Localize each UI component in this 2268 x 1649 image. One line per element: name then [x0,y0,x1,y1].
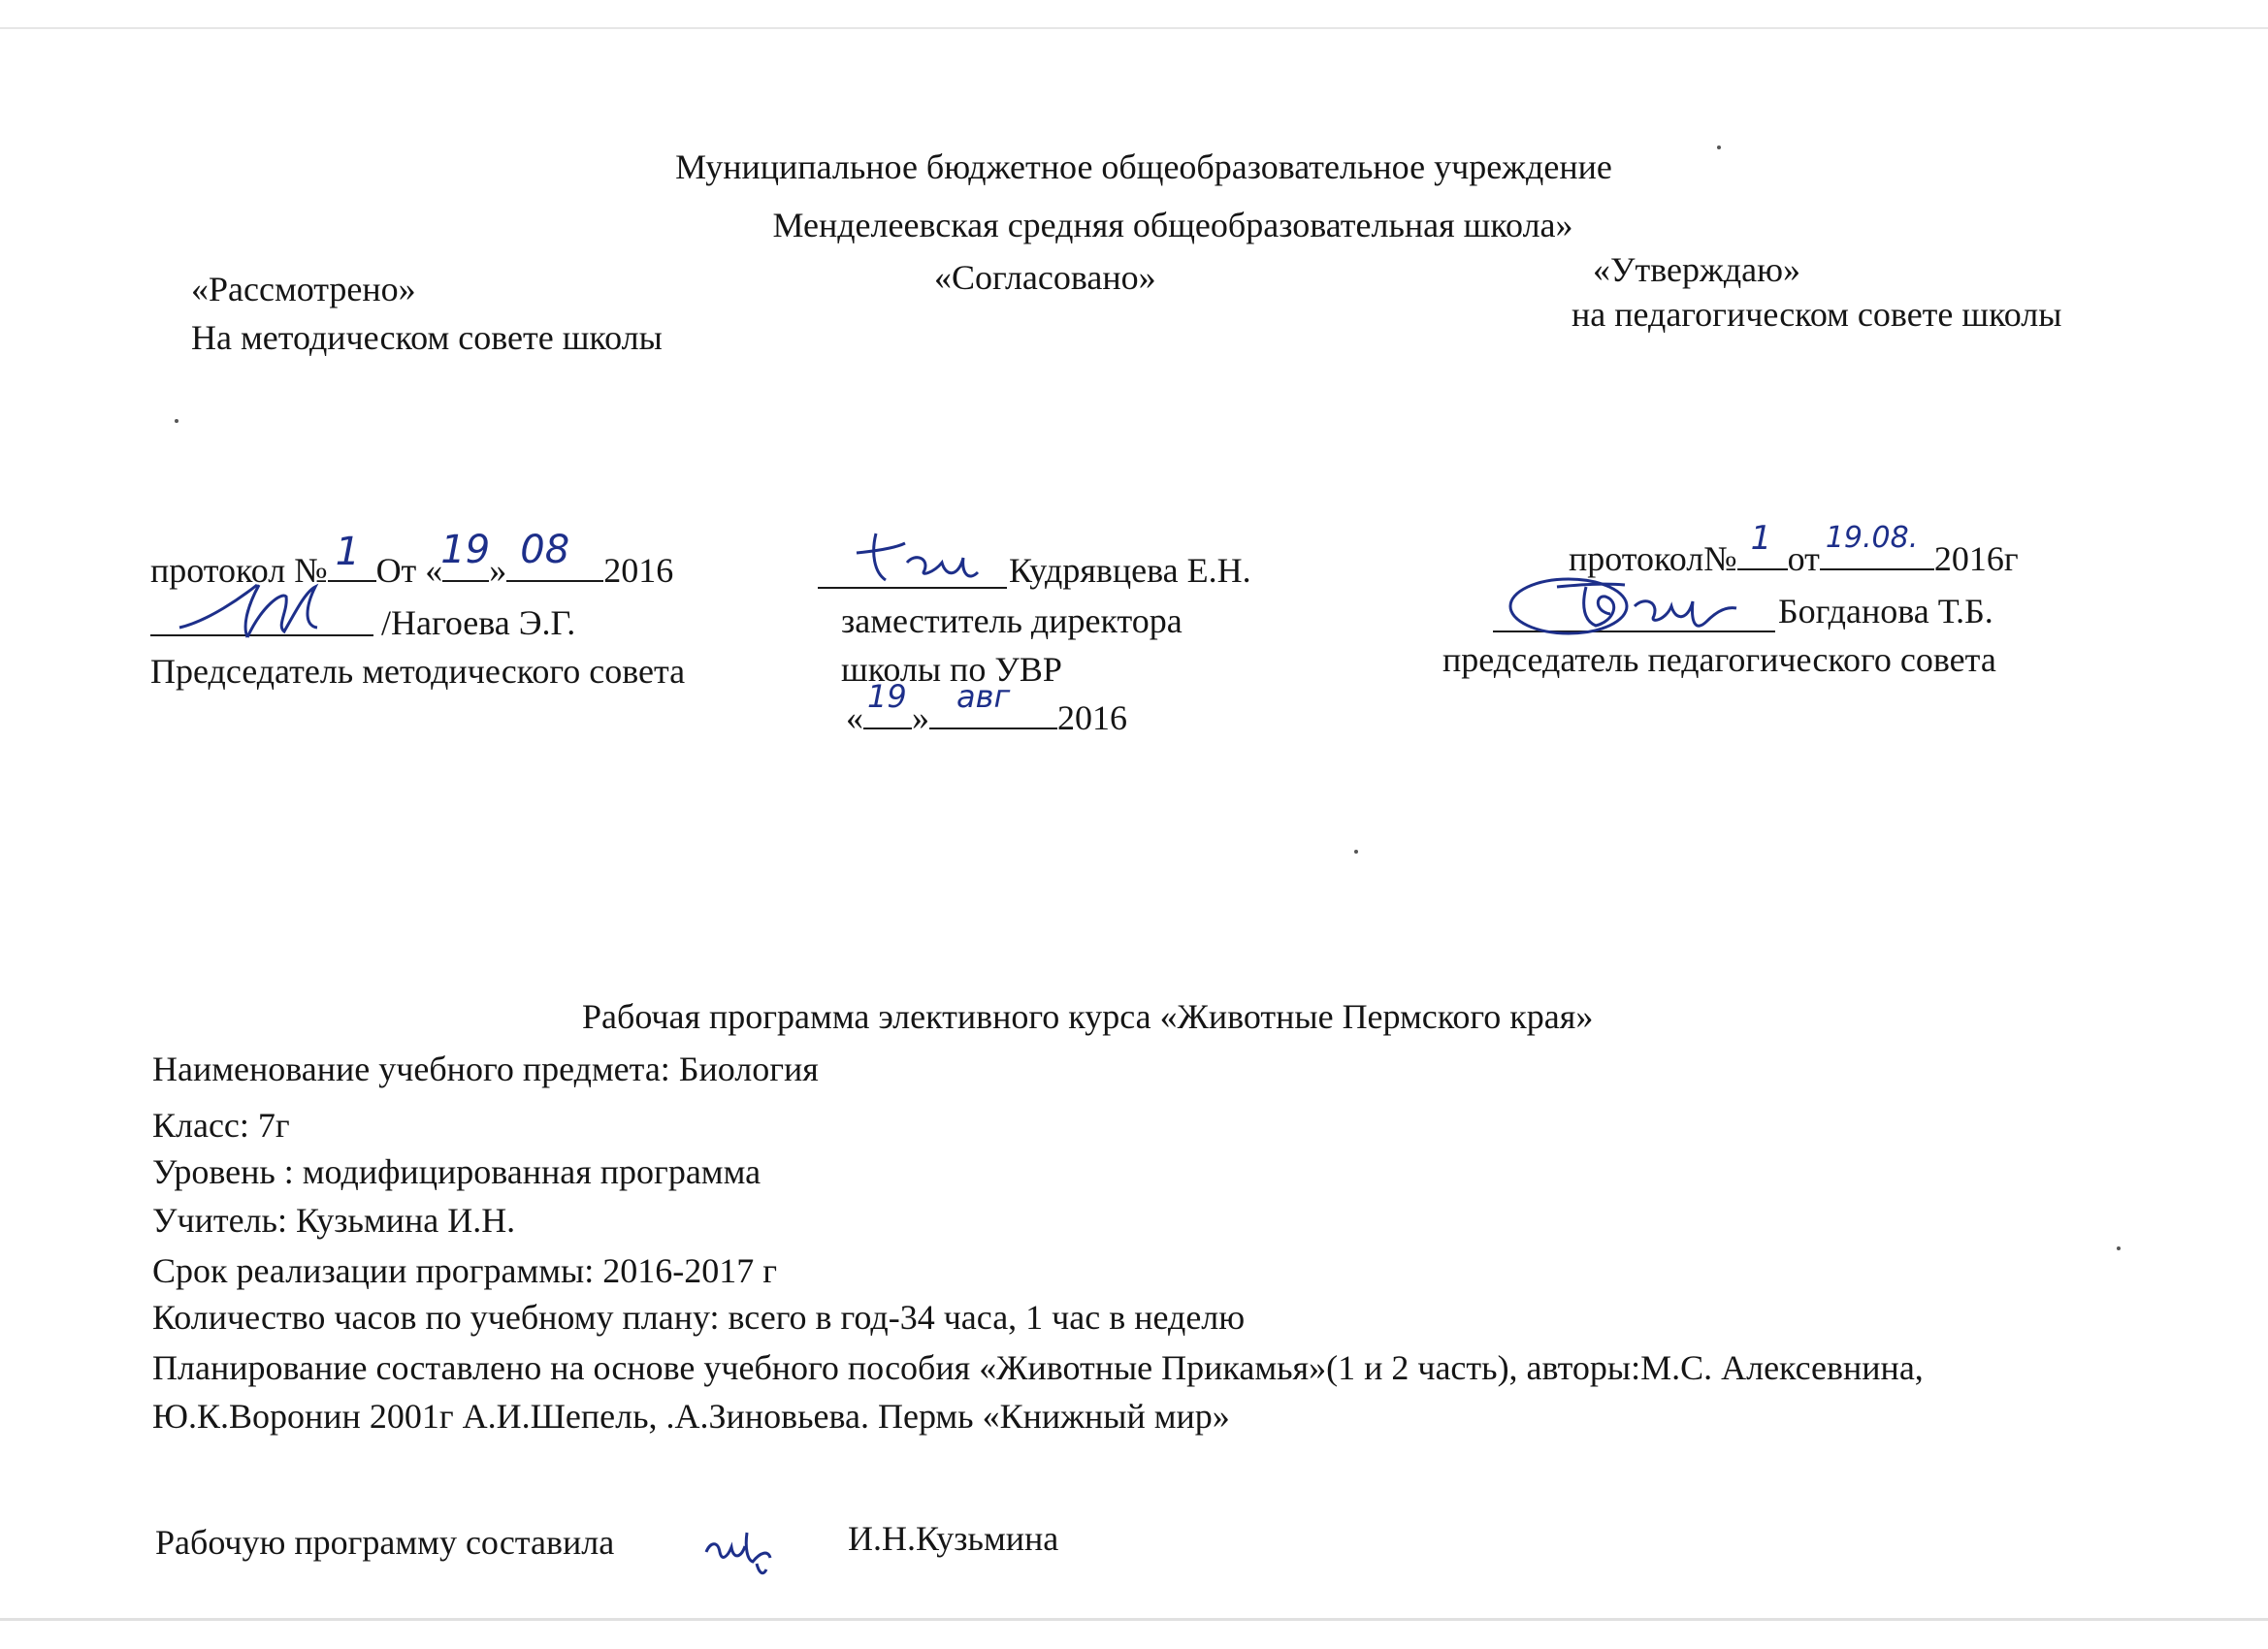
middle-year: 2016 [1057,698,1127,737]
footer-author: И.Н.Кузьмина [848,1519,1059,1558]
right-protocol-number: 1 [1750,519,1772,558]
left-role: Председатель методического совета [150,652,686,691]
left-date-prefix: От « [375,551,443,590]
middle-date-day: 19 [867,678,907,715]
program-teacher: Учитель: Кузьмина И.Н. [152,1201,516,1240]
middle-name: Кудрявцева Е.Н. [1009,551,1251,590]
left-protocol-number: 1 [335,530,361,574]
scan-edge-bottom [0,1618,2268,1621]
program-grade: Класс: 7г [152,1106,290,1145]
right-year: 2016г [1933,539,2019,578]
left-date-month: 08 [520,528,570,572]
middle-signature [818,524,1012,601]
left-subtitle: На методическом совете школы [191,318,663,357]
left-year: 2016 [603,551,674,590]
middle-date-line [846,678,1127,738]
program-basis-line1: Планирование составлено на основе учебного пособия «Животные Прикамья»(1 и 2 часть), авторы:М.С. Алексевнина, [152,1348,1924,1387]
left-title: «Рассмотрено» [191,270,416,308]
scan-edge-top [0,27,2268,29]
middle-date-day-blank [863,678,912,729]
left-protocol-prefix: протокол № [150,551,328,590]
right-protocol-blank [1737,519,1788,570]
program-level: Уровень : модифицированная программа [152,1152,761,1191]
right-title: «Утверждаю» [1593,250,1801,289]
left-date-day: 19 [440,528,491,572]
footer-compiled-label: Рабочую программу составила [155,1523,615,1562]
right-date-blank [1820,521,1934,570]
program-term: Срок реализации программы: 2016-2017 г [152,1251,777,1290]
left-date-month-blank [506,528,603,582]
left-date-mid: » [489,551,507,590]
middle-date-month: авг [956,678,1011,715]
middle-date-month-blank [929,678,1057,729]
right-role: председатель педагогического совета [1442,640,1996,679]
middle-date-mid: » [912,698,929,737]
middle-role-line1: заместитель директора [841,601,1183,640]
right-date-prefix: от [1787,539,1820,578]
program-basis-line2: Ю.К.Воронин 2001г А.И.Шепель, .А.Зиновьева. Пермь «Книжный мир» [152,1397,1230,1436]
left-date-day-blank [440,528,491,582]
header-line2: Менделеевская средняя общеобразовательная школа» [772,206,1573,244]
right-subtitle: на педагогическом совете школы [1571,295,2062,334]
middle-role-line2: школы по УВР [841,650,1062,689]
header-line1: Муниципальное бюджетное общеобразовательное учреждение [675,147,1612,186]
right-date-value: 19.08. [1825,521,1919,555]
right-name: Богданова Т.Б. [1778,592,1993,630]
left-name: /Нагоева Э.Г. [381,603,576,642]
left-signature [150,567,378,645]
scan-speck [1354,850,1358,854]
program-title: Рабочая программа элективного курса «Животные Пермского края» [582,997,1594,1036]
right-signature [1489,567,1780,645]
middle-title: «Согласовано» [934,258,1156,297]
scan-speck [2117,1246,2121,1250]
footer-signature [698,1513,795,1581]
scan-speck [175,419,178,423]
program-hours: Количество часов по учебному плану: всего в год-34 часа, 1 час в неделю [152,1298,1246,1337]
right-protocol-prefix: протокол№ [1569,539,1737,578]
middle-date-open: « [846,698,863,737]
program-subject: Наименование учебного предмета: Биология [152,1050,819,1088]
